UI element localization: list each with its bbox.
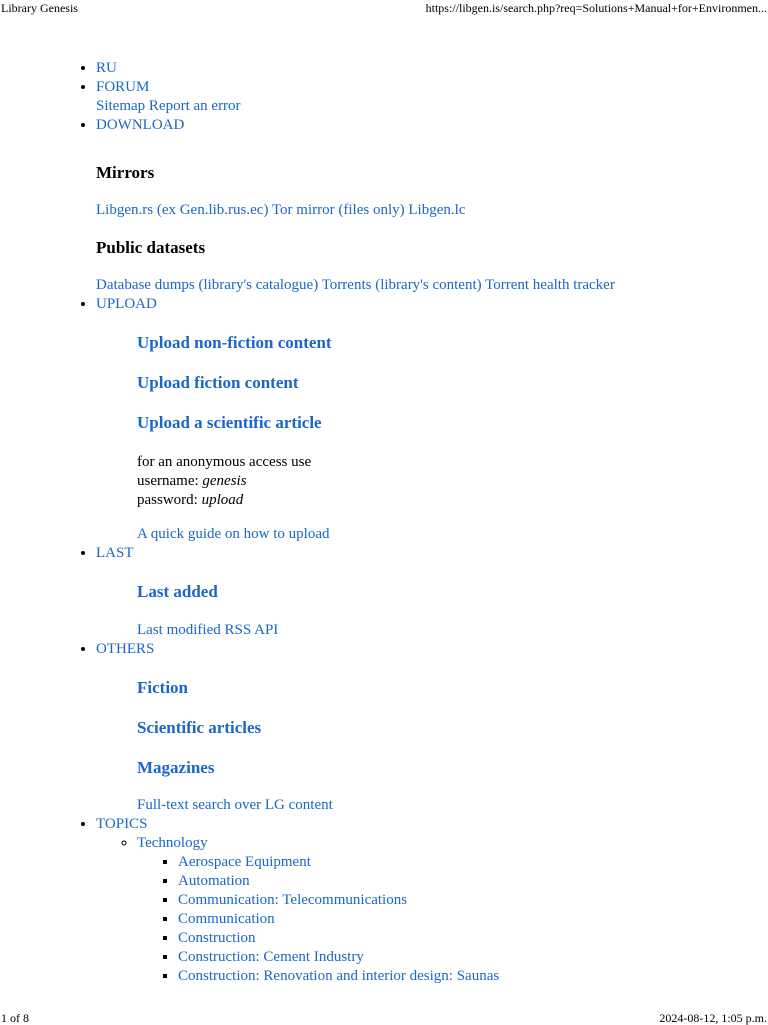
username-line — [137, 472, 756, 491]
subtopic-link[interactable]: Automation — [178, 873, 250, 889]
upload-fiction-link[interactable]: Upload fiction content — [137, 373, 299, 392]
mirror-link-libgen-lc[interactable]: Libgen.lc — [408, 202, 466, 218]
magazines-heading — [137, 758, 756, 778]
subtopic-link[interactable]: Communication — [178, 911, 275, 927]
upload-link[interactable]: UPLOAD — [96, 296, 157, 312]
fiction-link[interactable]: Fiction — [137, 678, 188, 697]
download-link[interactable]: DOWNLOAD — [96, 117, 185, 133]
upload-article-heading — [137, 413, 756, 433]
scientific-articles-heading — [137, 718, 756, 738]
print-datetime: 2024-08-12, 1:05 p.m. — [659, 1011, 767, 1025]
main-menu — [96, 59, 756, 986]
password-label: password: — [137, 492, 202, 508]
menu-item-last — [96, 544, 756, 640]
upload-section — [96, 333, 756, 544]
torrent-health-link[interactable]: Torrent health tracker — [485, 277, 615, 293]
upload-guide — [137, 525, 756, 544]
list-item — [178, 910, 756, 929]
list-item — [178, 853, 756, 872]
menu-item-ru — [96, 59, 756, 78]
upload-nonfiction-heading — [137, 333, 756, 353]
mirror-link-tor[interactable]: Tor mirror (files only) — [271, 202, 405, 218]
last-modified-link[interactable]: Last modified — [137, 622, 221, 638]
fulltext-search — [137, 796, 756, 815]
last-added-heading — [137, 582, 756, 602]
magazines-link[interactable]: Magazines — [137, 758, 215, 777]
subtopic-link[interactable]: Aerospace Equipment — [178, 854, 311, 870]
datasets-links — [96, 276, 756, 295]
page-number: 1 of 8 — [1, 1011, 29, 1025]
api-link[interactable]: API — [254, 622, 279, 638]
mirror-link-libgen-rs[interactable]: Libgen.rs (ex Gen.lib.rus.ec) — [96, 202, 269, 218]
topic-item-technology — [137, 834, 756, 986]
list-item — [178, 929, 756, 948]
menu-item-upload — [96, 295, 756, 544]
menu-item-download — [96, 116, 756, 295]
page-url: https://libgen.is/search.php?req=Solutions+Manual+for+Environmen... — [425, 1, 767, 15]
last-link[interactable]: LAST — [96, 545, 134, 561]
ru-link[interactable]: RU — [96, 60, 117, 76]
password-value: upload — [201, 492, 244, 508]
forum-link[interactable]: FORUM — [96, 79, 150, 95]
subtopic-link[interactable]: Construction: Cement Industry — [178, 949, 364, 965]
list-item — [178, 891, 756, 910]
menu-item-others — [96, 640, 756, 815]
scientific-articles-link[interactable]: Scientific articles — [137, 718, 262, 737]
list-item — [178, 872, 756, 891]
others-link[interactable]: OTHERS — [96, 641, 155, 657]
upload-fiction-heading — [137, 373, 756, 393]
fulltext-search-link[interactable]: Full-text search over LG content — [137, 797, 333, 813]
topics-link[interactable]: TOPICS — [96, 816, 148, 832]
upload-guide-link[interactable]: A quick guide on how to upload — [137, 526, 330, 542]
rss-link[interactable]: RSS — [224, 622, 252, 638]
last-added-link[interactable]: Last added — [137, 582, 218, 601]
list-item — [178, 967, 756, 986]
menu-item-forum — [96, 78, 756, 116]
anon-line: for an anonymous access use — [137, 454, 312, 470]
subtopic-link[interactable]: Communication: Telecommunications — [178, 892, 408, 908]
upload-article-link[interactable]: Upload a scientific article — [137, 413, 322, 432]
mirrors-heading: Mirrors — [96, 163, 155, 182]
anonymous-access-info — [137, 453, 756, 510]
fiction-heading — [137, 678, 756, 698]
technology-link[interactable]: Technology — [137, 835, 208, 851]
database-dumps-link[interactable]: Database dumps (library's catalogue) — [96, 277, 319, 293]
subtopic-link[interactable]: Construction: Renovation and interior design: Saunas — [178, 968, 500, 984]
menu-item-topics — [96, 815, 756, 986]
torrents-link[interactable]: Torrents (library's content) — [321, 277, 482, 293]
subtopic-link[interactable]: Construction — [178, 930, 256, 946]
list-item — [178, 948, 756, 967]
last-section — [96, 582, 756, 640]
password-line — [137, 491, 756, 510]
mirrors-links — [96, 201, 756, 220]
topics-list — [96, 834, 756, 986]
username-label: username: — [137, 473, 203, 489]
technology-subtopics — [137, 853, 756, 986]
report-error-link[interactable]: Report an error — [148, 98, 241, 114]
public-datasets-heading: Public datasets — [96, 238, 206, 257]
last-links — [137, 621, 756, 640]
sitemap-link[interactable]: Sitemap — [96, 98, 146, 114]
others-section — [96, 678, 756, 815]
username-value: genesis — [202, 473, 247, 489]
page-title: Library Genesis — [1, 1, 78, 15]
upload-nonfiction-link[interactable]: Upload non-fiction content — [137, 333, 332, 352]
